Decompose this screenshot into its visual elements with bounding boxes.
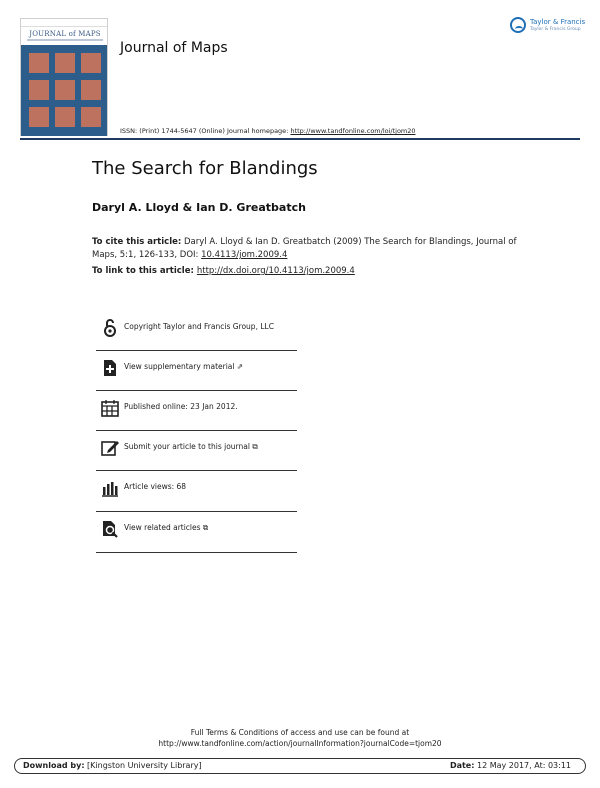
calendar-icon [100,398,120,418]
article-title: The Search for Blandings [92,158,318,179]
terms-footer [0,727,600,749]
supplementary-label[interactable]: View supplementary material ⇗ [124,362,244,371]
cover-tile [81,80,101,100]
link-label: To link to this article: [92,266,197,276]
bar-chart-icon [100,478,120,498]
supplementary-item[interactable] [96,358,296,398]
related-label[interactable]: View related articles ⧉ [124,523,209,532]
submit-label[interactable]: Submit your article to this journal ⧉ [124,442,258,451]
cover-subtitle-line [27,39,103,41]
cite-label: To cite this article: [92,237,182,247]
external-link-icon: ⧉ [252,442,258,451]
item-divider [96,390,297,391]
item-divider [96,552,297,553]
terms-line: Full Terms & Conditions of access and use can be found at [190,728,410,737]
item-divider [96,350,297,351]
external-link-icon: ⧉ [202,523,209,532]
citation-block [92,236,532,262]
published-label: Published online: 23 Jan 2012. [124,402,238,411]
issn-text: ISSN: (Print) 1744-5647 (Online) Journal homepage: [120,127,291,135]
publisher-logo [510,16,586,36]
cover-tile [55,107,75,127]
downloaded-by: Download by: [Kingston University Library] [23,761,202,770]
cover-artwork [21,45,107,136]
submit-item[interactable] [96,438,296,478]
item-divider [96,430,297,431]
copyright-item [96,318,296,358]
cite-doi-link[interactable]: 10.4113/jom.2009.4 [201,250,288,260]
cover-tile [29,53,49,73]
download-date: Date: 12 May 2017, At: 03:11 [449,761,571,770]
views-label: Article views: 68 [124,482,187,491]
external-link-icon: ⇗ [236,362,244,371]
cover-tile [81,107,101,127]
cover-title: JOURNAL of MAPS [29,30,101,38]
copyright-label: Copyright Taylor and Francis Group, LLC [124,322,274,331]
submit-icon [100,438,120,458]
published-item [96,398,296,438]
cover-tile [29,107,49,127]
item-divider [96,470,297,471]
journal-homepage-link[interactable]: http://www.tandfonline.com/loi/tjom20 [290,127,416,135]
cover-tile [55,80,75,100]
related-item[interactable] [96,519,296,559]
cover-tile [29,80,49,100]
terms-url[interactable]: http://www.tandfonline.com/action/journalInformation?journalCode=tjom20 [158,739,442,748]
cover-tile [81,53,101,73]
issn-line [120,127,416,135]
publisher-logo-icon [510,17,526,33]
journal-name: Journal of Maps [120,40,228,56]
publisher-subtitle: Taylor & Francis Group [530,27,581,32]
header-divider [20,138,580,140]
journal-cover [20,18,108,136]
views-item [96,478,296,518]
related-articles-icon [100,519,120,539]
supplementary-icon [100,358,120,378]
cover-tile [55,53,75,73]
cover-top-strip [21,19,107,27]
article-authors: Daryl A. Lloyd & Ian D. Greatbatch [92,201,306,214]
open-access-icon [100,318,120,338]
publisher-name: Taylor & Francis [530,18,586,26]
article-link-line [92,266,355,276]
download-info-bar [14,758,586,774]
article-doi-link[interactable]: http://dx.doi.org/10.4113/jom.2009.4 [196,266,355,276]
cite-text: Daryl A. Lloyd & Ian D. Greatbatch (2009) The Search for Blandings, Journal of Maps, 5:1, 126-133, DOI: [92,237,517,260]
item-divider [96,511,297,512]
